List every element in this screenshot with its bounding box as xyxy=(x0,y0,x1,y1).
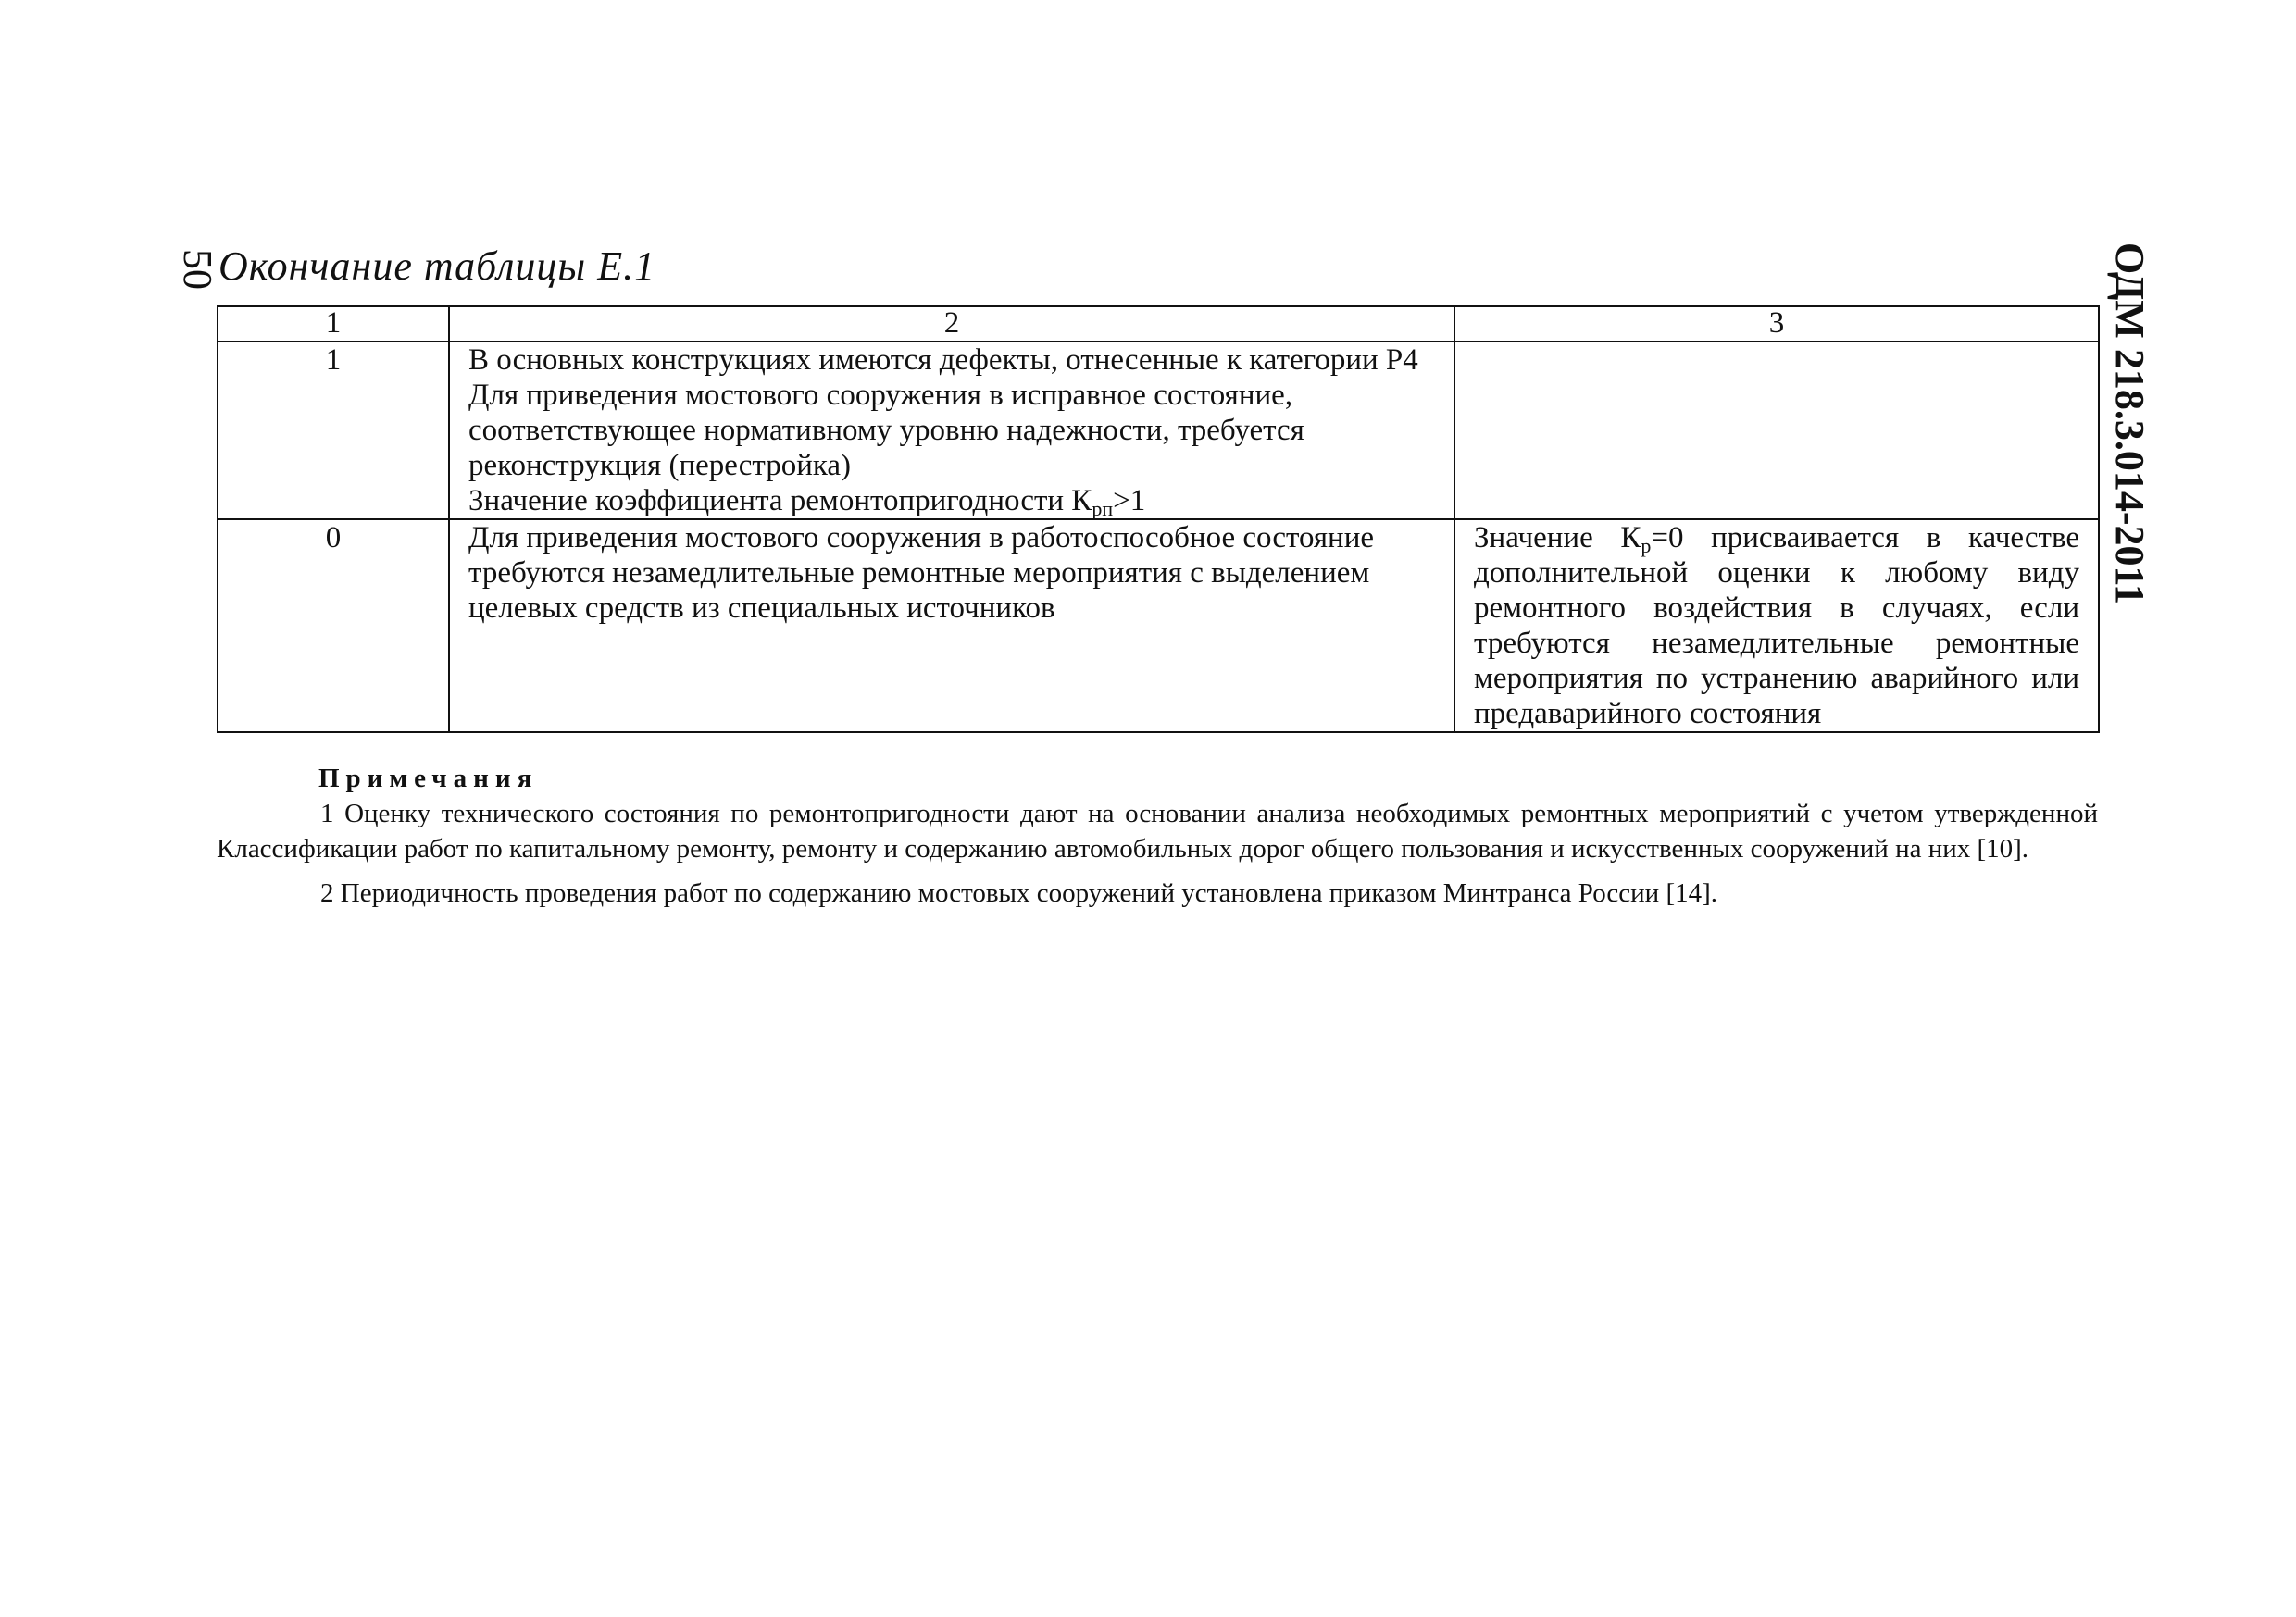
note-item: 1 Оценку технического состояния по ремонтопригодности дают на основании анализа необходимых ремонтных мероприятий с учетом утвержденной Классификации работ по капитальному ремонту, ремонту и содержанию автомобильных дорог общего пользования и искусственных сооружений на них [10]. xyxy=(217,799,2098,864)
row1-formula-line xyxy=(468,483,1435,518)
table-header-row xyxy=(218,306,2099,342)
remark-subscript: р xyxy=(1641,534,1652,557)
row1-description xyxy=(449,342,1454,519)
notes-section xyxy=(217,761,2098,911)
row2-score: 0 xyxy=(218,519,449,732)
notes-title: Примечания xyxy=(318,764,539,793)
formula-suffix: >1 xyxy=(1113,484,1146,517)
row1-line: соответствующее нормативному уровню надежности, требуется xyxy=(468,414,1304,447)
formula-subscript: рп xyxy=(1092,497,1114,520)
header-col-2: 2 xyxy=(449,306,1454,342)
row2-remark-line: мероприятия по устранению аварийного или xyxy=(1474,662,2079,695)
note-item: 2 Периодичность проведения работ по содержанию мостовых сооружений установлена приказом Минтранса России [14]. xyxy=(320,878,1718,908)
row2-description xyxy=(449,519,1454,732)
row2-remark-line: дополнительной оценки к любому виду xyxy=(1474,556,2079,590)
row2-remark-line: предаварийного состояния xyxy=(1474,697,1822,730)
row1-score: 1 xyxy=(218,342,449,519)
row2-remark-line: ремонтного воздействия в случаях, если xyxy=(1474,591,2079,625)
remark-prefix: Значение К xyxy=(1474,521,1641,554)
row1-line: Для приведения мостового сооружения в исправное состояние, xyxy=(468,379,1293,412)
row2-line: целевых средств из специальных источников xyxy=(468,591,1055,625)
row1-remark xyxy=(1454,342,2099,519)
header-col-1: 1 xyxy=(218,306,449,342)
row2-line: Для приведения мостового сооружения в работоспособное состояние xyxy=(468,521,1374,554)
row2-remark-line: требуются незамедлительные ремонтные xyxy=(1474,627,2079,660)
row2-remark xyxy=(1454,519,2099,732)
formula-prefix: Значение коэффициента ремонтопригодности К xyxy=(468,484,1092,517)
row1-line: реконструкция (перестройка) xyxy=(468,449,852,482)
row1-line: В основных конструкциях имеются дефекты, отнесенные к категории Р4 xyxy=(468,343,1418,377)
page-number: 50 xyxy=(175,249,220,290)
remark-rest: =0 присваивается в качестве xyxy=(1651,521,2079,554)
row2-remark-line xyxy=(1474,520,2079,555)
table-row xyxy=(218,519,2099,732)
header-col-3: 3 xyxy=(1454,306,2099,342)
row2-line: требуются незамедлительные ремонтные мероприятия с выделением xyxy=(468,556,1370,590)
table-row xyxy=(218,342,2099,519)
table-caption: Окончание таблицы Е.1 xyxy=(218,243,656,289)
table-e1 xyxy=(217,305,2100,733)
document-code: ОДМ 218.3.014-2011 xyxy=(2107,243,2152,605)
